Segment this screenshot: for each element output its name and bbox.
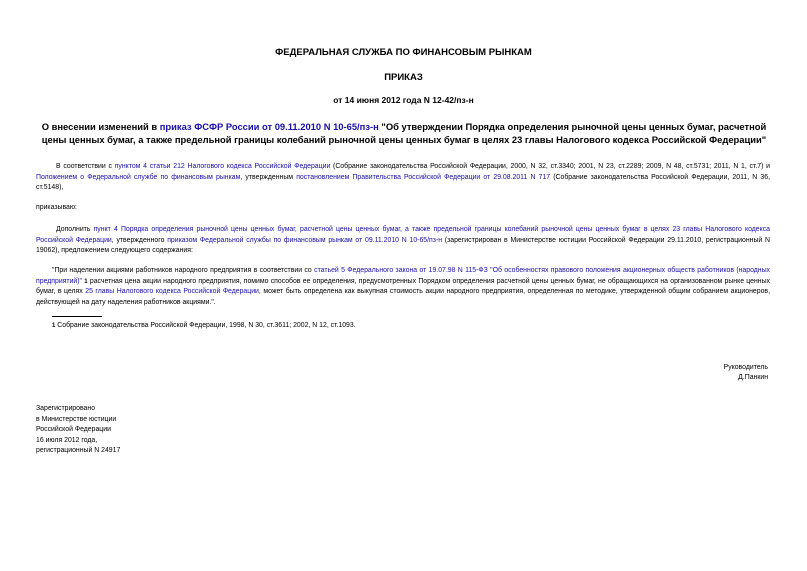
link-fsfr-order[interactable]: приказом Федеральной службы по финансовым рынкам от 09.11.2010 N 10-65/пз-н	[167, 236, 443, 244]
amendment-text-1: Дополнить	[56, 226, 94, 233]
preamble-text-3: , утвержденным	[240, 173, 297, 181]
quoted-text-1: "При наделении акциями работников народного предприятия в соответствии со	[52, 267, 315, 274]
agency-heading: ФЕДЕРАЛЬНАЯ СЛУЖБА ПО ФИНАНСОВЫМ РЫНКАМ	[275, 47, 532, 58]
registration-line-3: Российской Федерации	[36, 426, 111, 433]
link-tax-code-chapter-25[interactable]: 25 главы Налогового кодекса Российской Федерации	[85, 288, 259, 295]
title-text-2: "Об утверждении Порядка определения рыночной цены ценных бумаг, расчетной цены ценных бумаг, а также предельной границы колебаний рыночной цены ценных бумаг в целях 23 главы Налогового кодекса Российской Федерации"	[41, 121, 767, 145]
preamble-text-2: (Собрание законодательства Российской Федерации, 2000, N 32, ст.3340; 2001, N 23, ст.2289; 2009, N 48, ст.5731; 2011, N 1, ст.7) и	[330, 163, 770, 170]
registration-block	[36, 404, 120, 457]
document-title	[36, 120, 772, 146]
signature-role: Руководитель	[723, 364, 768, 371]
signature-block	[600, 363, 768, 383]
link-government-decree[interactable]: постановлением Правительства Российской Федерации от 29.08.2011 N 717	[296, 173, 551, 181]
link-regulation-fsfr[interactable]: Положением о Федеральной службе по финансовым рынкам	[36, 173, 241, 181]
footnote	[52, 322, 356, 329]
registration-line-5: регистрационный N 24917	[36, 447, 121, 454]
signature-name: Д.Панкин	[738, 374, 768, 381]
footnote-number: 1	[52, 323, 56, 329]
amendment-text-2: , утвержденного	[111, 236, 168, 244]
quoted-paragraph	[36, 266, 770, 308]
registration-line-4: 16 июля 2012 года,	[36, 436, 98, 444]
preamble-text-4: (Собрание законодательства Российской Федерации, 2011, N 36, ст.5148),	[36, 173, 770, 191]
footnote-separator	[52, 316, 102, 317]
preamble-paragraph	[36, 162, 770, 194]
date-number-heading: от 14 июня 2012 года N 12-42/пз-н	[333, 95, 474, 105]
amendment-text-3: (зарегистрирован в Министерстве юстиции Российской Федерации 29.11.2010, регистрационный N 19062), предложением следующего содержания:	[36, 236, 770, 254]
amendment-paragraph	[36, 225, 770, 257]
quoted-text-2: расчетная цена акции народного предприятия, помимо способов ее определения, предусмотренных Порядком определения расчетной цены ценных бумаг, не обращающихся на организованном рынке ценных бумаг, в целях	[36, 277, 770, 295]
footnote-text: Собрание законодательства Российской Федерации, 1998, N 30, ст.3611; 2002, N 12, ст.1093.	[55, 322, 356, 329]
title-text-1: О внесении изменений в	[41, 121, 160, 132]
doc-type-heading: ПРИКАЗ	[384, 72, 423, 83]
registration-line-1: Зарегистрировано	[36, 405, 96, 412]
link-federal-law-115[interactable]: статьей 5 Федерального закона от 19.07.98 N 115-ФЗ "Об особенностях правового положения акционерных обществ работников (народных предприятий)"	[36, 267, 770, 285]
quoted-text-3: , может быть определена как выкупная стоимость акции народного предприятия, определенная по методике, утвержденной общим собранием акционеров, действующей на дату наделения работников акциями.".	[36, 288, 770, 306]
footnote-marker[interactable]: 1	[84, 278, 88, 285]
title-link-order[interactable]: приказ ФСФР России от 09.11.2010 N 10-65/пз-н	[159, 121, 379, 132]
link-procedure-item-4[interactable]: пункт 4 Порядка определения рыночной цены ценных бумаг, расчетной цены ценных бумаг, а также предельной границы колебаний рыночной цены ценных бумаг в целях 23 главы Налогового кодекса Российской Федерации	[36, 226, 770, 244]
preamble-text-1: В соответствии с	[56, 163, 115, 170]
order-word: приказываю:	[36, 204, 77, 211]
registration-line-2: в Министерстве юстиции	[36, 415, 117, 423]
link-tax-code-article[interactable]: пунктом 4 статьи 212 Налогового кодекса Российской Федерации	[114, 163, 331, 170]
